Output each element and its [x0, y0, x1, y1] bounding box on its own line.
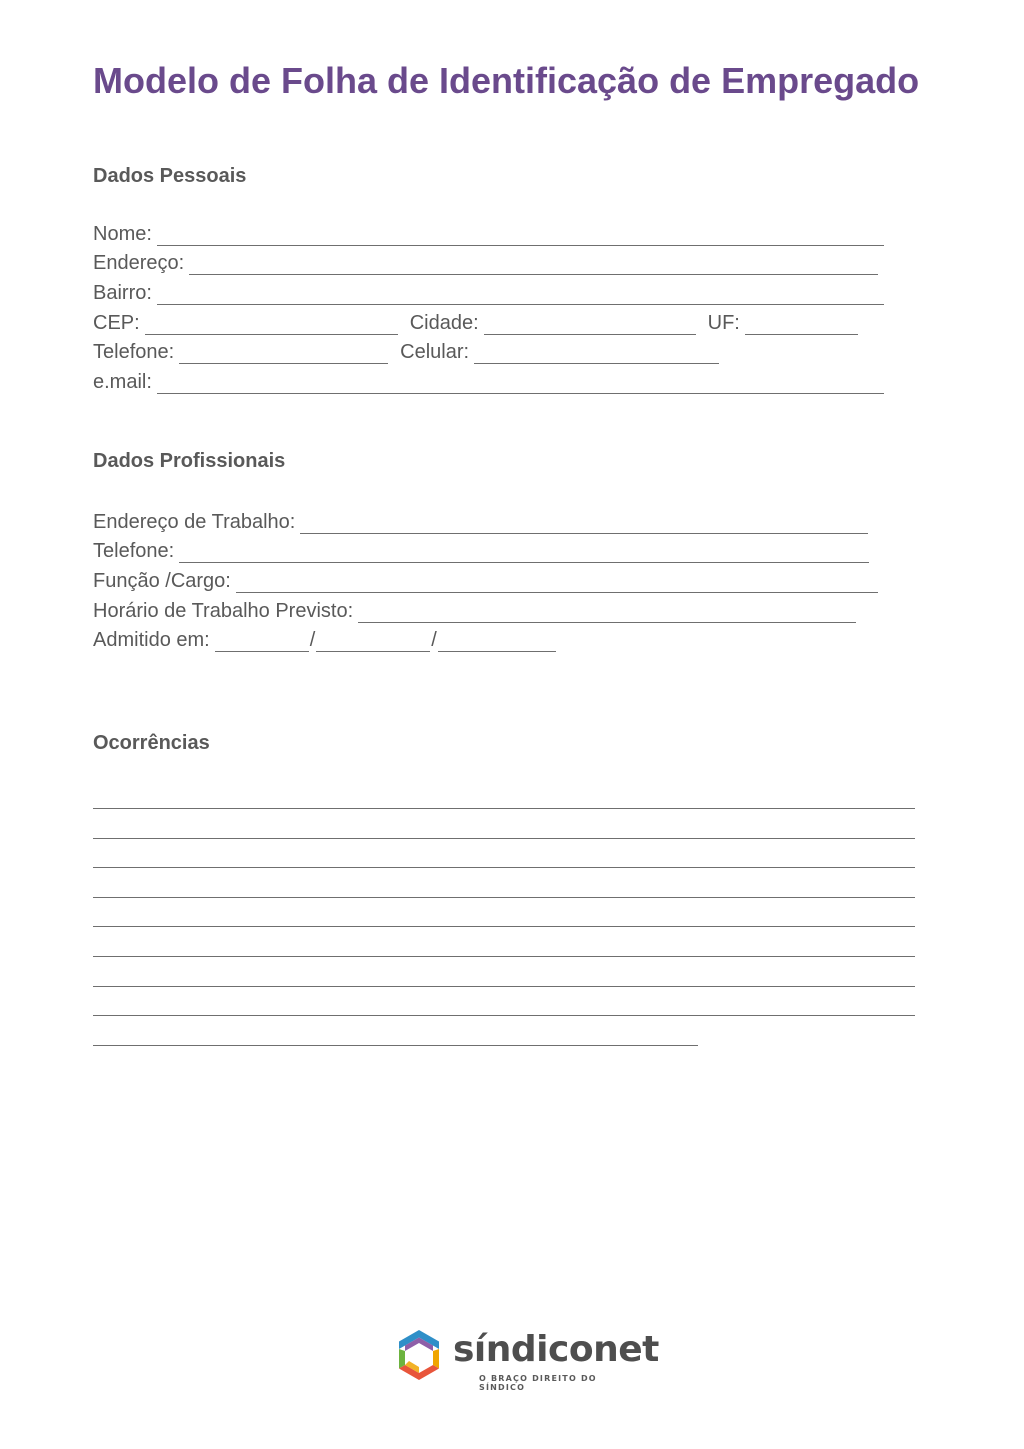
- bairro-input-line[interactable]: [157, 283, 884, 305]
- admitido-month-line[interactable]: [316, 630, 430, 652]
- hexagon-logo-icon: [393, 1327, 445, 1383]
- field-telefone-trabalho[interactable]: [93, 537, 869, 563]
- field-admitido: [93, 626, 556, 652]
- endereco-label: Endereço:: [93, 252, 185, 274]
- ocorrencias-line[interactable]: [93, 956, 915, 957]
- section-dados-profissionais: Dados Profissionais: [93, 450, 286, 472]
- uf-label: UF:: [707, 312, 740, 334]
- nome-input-line[interactable]: [157, 224, 884, 246]
- ocorrencias-line[interactable]: [93, 1015, 915, 1016]
- field-email[interactable]: [93, 368, 884, 394]
- ocorrencias-line[interactable]: [93, 808, 915, 809]
- cep-input-line[interactable]: [145, 313, 398, 335]
- field-telefone-celular: [93, 338, 719, 364]
- email-label: e.mail:: [93, 371, 152, 393]
- field-nome[interactable]: [93, 220, 884, 246]
- telefone-trabalho-label: Telefone:: [93, 540, 175, 562]
- telefone-label: Telefone:: [93, 341, 175, 363]
- field-endereco[interactable]: [93, 249, 878, 275]
- ocorrencias-line[interactable]: [93, 926, 915, 927]
- celular-label: Celular:: [400, 341, 470, 363]
- email-input-line[interactable]: [157, 372, 884, 394]
- cidade-label: Cidade:: [409, 312, 479, 334]
- cidade-input-line[interactable]: [484, 313, 696, 335]
- endereco-trabalho-input-line[interactable]: [300, 512, 868, 534]
- logo-wordmark: síndiconet: [453, 1329, 659, 1370]
- date-separator: /: [431, 629, 437, 651]
- field-endereco-trabalho[interactable]: [93, 508, 868, 534]
- logo-tagline: O BRAÇO DIREITO DO SÍNDICO: [479, 1374, 597, 1392]
- ocorrencias-line[interactable]: [93, 986, 915, 987]
- horario-input-line[interactable]: [358, 601, 856, 623]
- admitido-year-line[interactable]: [438, 630, 556, 652]
- field-bairro[interactable]: [93, 279, 884, 305]
- field-cep-cidade-uf: [93, 309, 858, 335]
- field-funcao-cargo[interactable]: [93, 567, 878, 593]
- date-separator: /: [309, 629, 316, 651]
- telefone-input-line[interactable]: [179, 342, 388, 364]
- admitido-label: Admitido em:: [93, 629, 210, 651]
- section-dados-pessoais: Dados Pessoais: [93, 165, 247, 187]
- ocorrencias-line[interactable]: [93, 897, 915, 898]
- endereco-trabalho-label: Endereço de Trabalho:: [93, 511, 296, 533]
- sindiconet-logo: [393, 1327, 659, 1392]
- endereco-input-line[interactable]: [189, 253, 878, 275]
- admitido-day-line[interactable]: [215, 630, 309, 652]
- funcao-cargo-label: Função /Cargo:: [93, 570, 231, 592]
- funcao-cargo-input-line[interactable]: [236, 571, 878, 593]
- field-horario[interactable]: [93, 597, 856, 623]
- ocorrencias-line[interactable]: [93, 867, 915, 868]
- nome-label: Nome:: [93, 223, 152, 245]
- ocorrencias-line[interactable]: [93, 838, 915, 839]
- uf-input-line[interactable]: [745, 313, 858, 335]
- telefone-trabalho-input-line[interactable]: [179, 541, 869, 563]
- cep-label: CEP:: [93, 312, 140, 334]
- document-title: Modelo de Folha de Identificação de Empregado: [93, 60, 920, 101]
- ocorrencias-line[interactable]: [93, 1045, 698, 1046]
- section-ocorrencias: Ocorrências: [93, 732, 210, 754]
- bairro-label: Bairro:: [93, 282, 152, 304]
- horario-label: Horário de Trabalho Previsto:: [93, 600, 354, 622]
- celular-input-line[interactable]: [474, 342, 719, 364]
